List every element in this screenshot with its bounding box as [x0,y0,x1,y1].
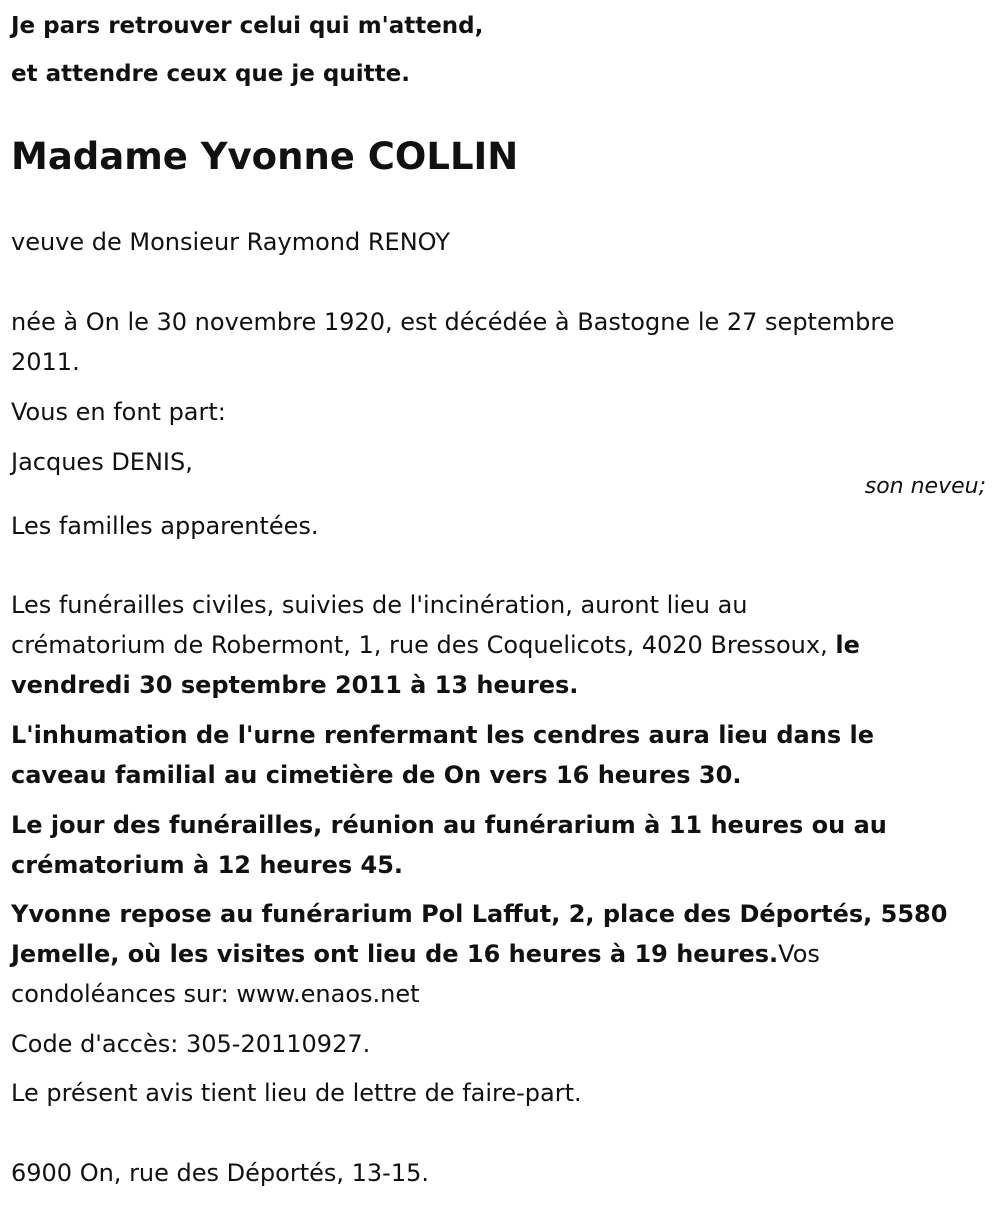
epitaph-line-1: Je pars retrouver celui qui m'attend, [11,13,484,39]
burial-line-2: caveau familial au cimetière de On vers 16 heures 30. [11,761,742,789]
funeral-line-2-regular: crématorium de Robermont, 1, rue des Coquelicots, 4020 Bressoux, [11,631,836,659]
deceased-name: Madame Yvonne COLLIN [11,135,519,178]
rest-line-1: Yvonne repose au funérarium Pol Laffut, 2, place des Déportés, 5580 [11,900,948,928]
notice-line: Le présent avis tient lieu de lettre de faire-part. [11,1079,582,1107]
family-member-name: Jacques DENIS, [11,448,193,476]
funeral-line-2 [11,625,860,665]
condolences-line: condoléances sur: www.enaos.net [11,980,420,1008]
meeting-line-2: crématorium à 12 heures 45. [11,851,404,879]
access-code: Code d'accès: 305-20110927. [11,1030,371,1058]
burial-line-1: L'inhumation de l'urne renfermant les cendres aura lieu dans le [11,721,874,749]
rest-line-2-regular: Vos [778,940,820,968]
family-member-role: son neveu; [864,474,986,499]
funeral-date: vendredi 30 septembre 2011 à 13 heures. [11,671,579,699]
birth-death-line-1: née à On le 30 novembre 1920, est décédée à Bastogne le 27 septembre [11,308,895,336]
widow-of: veuve de Monsieur Raymond RENOY [11,228,450,256]
rest-line-2 [11,934,820,974]
funeral-line-2-bold: le [835,631,860,659]
address-line: 6900 On, rue des Déportés, 13-15. [11,1159,430,1187]
rest-line-2-bold: Jemelle, où les visites ont lieu de 16 heures à 19 heures. [11,940,779,968]
family-others: Les familles apparentées. [11,512,319,540]
birth-death-line-2: 2011. [11,348,80,376]
meeting-line-1: Le jour des funérailles, réunion au funérarium à 11 heures ou au [11,811,887,839]
epitaph-line-2: et attendre ceux que je quitte. [11,61,410,87]
family-announce: Vous en font part: [11,398,226,426]
funeral-line-1: Les funérailles civiles, suivies de l'incinération, auront lieu au [11,591,748,619]
